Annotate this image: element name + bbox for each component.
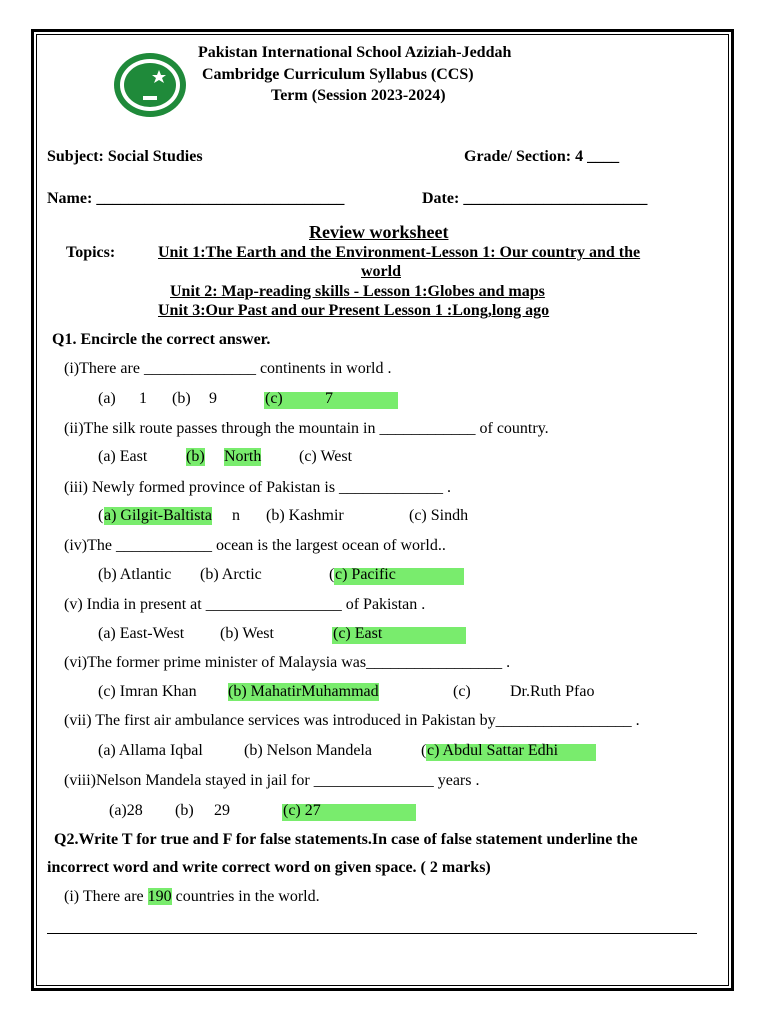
- option-a[interactable]: (a) East-West: [98, 625, 185, 642]
- option-c[interactable]: c) Pacific: [335, 566, 396, 583]
- option-a[interactable]: (a)28: [109, 802, 143, 819]
- option-b-text: North: [224, 448, 262, 465]
- option-a[interactable]: a) Gilgit-Baltista: [104, 507, 212, 524]
- name-field[interactable]: Name: _______________________________: [47, 190, 345, 207]
- worksheet-title: Review worksheet: [309, 222, 449, 242]
- option-a-tail: n: [232, 507, 240, 524]
- option-b-text: 29: [214, 802, 230, 819]
- topics-label: Topics:: [66, 244, 116, 261]
- option-b[interactable]: (b) MahatirMuhammad: [228, 683, 379, 700]
- option-c[interactable]: (c) 27: [283, 802, 321, 819]
- topic-unit3: Unit 3:Our Past and our Present Lesson 1 :Long,long ago: [158, 302, 550, 319]
- option-c[interactable]: (c): [453, 683, 471, 700]
- option-a[interactable]: (b) Atlantic: [98, 566, 172, 583]
- option-a[interactable]: (a) East: [98, 448, 148, 465]
- topic-unit1-cont: world: [361, 263, 401, 280]
- option-a[interactable]: (a) Allama Iqbal: [98, 742, 203, 759]
- option-b[interactable]: (b) West: [220, 625, 274, 642]
- option-b[interactable]: (b): [186, 448, 205, 465]
- date-field[interactable]: Date: _______________________: [422, 190, 648, 207]
- option-b-text: 9: [209, 390, 217, 407]
- q2-heading: Q2.Write T for true and F for false statements.In case of false statement underline the: [54, 831, 638, 848]
- option-c[interactable]: (c) West: [299, 448, 353, 465]
- school-crest-icon: [113, 52, 187, 118]
- question-1: (i)There are ______________ continents in world .: [64, 360, 392, 377]
- option-c-text: 7: [325, 390, 333, 407]
- option-c-text: Dr.Ruth Pfao: [510, 683, 595, 700]
- answer-line[interactable]: [47, 933, 697, 934]
- option-a-text: 1: [139, 390, 147, 407]
- question-2: (ii)The silk route passes through the mountain in ____________ of country.: [64, 420, 549, 437]
- option-b[interactable]: (b) Arctic: [200, 566, 262, 583]
- topic-unit1: Unit 1:The Earth and the Environment-Lesson 1: Our country and the: [158, 244, 641, 261]
- question-4: (iv)The ____________ ocean is the largest ocean of world..: [64, 537, 446, 554]
- question-6: (vi)The former prime minister of Malaysia was_________________ .: [64, 654, 511, 671]
- option-c-paren: (: [421, 742, 427, 759]
- syllabus-line: Cambridge Curriculum Syllabus (CCS): [202, 66, 474, 83]
- statement-1: [64, 888, 320, 906]
- grade-section-field[interactable]: Grade/ Section: 4 ____: [464, 148, 620, 165]
- option-b[interactable]: (b) Nelson Mandela: [244, 742, 372, 759]
- statement-1-highlight: 190: [147, 888, 172, 905]
- q2-heading-cont: incorrect word and write correct word on given space. ( 2 marks): [47, 859, 491, 876]
- term-line: Term (Session 2023-2024): [271, 87, 446, 104]
- statement-1-post: countries in the world.: [171, 888, 320, 905]
- statement-1-pre: (i) There are: [64, 888, 148, 905]
- option-b[interactable]: (b): [175, 802, 194, 819]
- option-a[interactable]: (c) Imran Khan: [98, 683, 197, 700]
- option-c[interactable]: (c) Sindh: [409, 507, 469, 524]
- q1-heading: Q1. Encircle the correct answer.: [52, 331, 271, 348]
- question-3: (iii) Newly formed province of Pakistan is _____________ .: [64, 479, 452, 496]
- option-c-paren: (: [329, 566, 335, 583]
- option-a-paren: (: [98, 507, 104, 524]
- topic-unit2: Unit 2: Map-reading skills - Lesson 1:Globes and maps: [170, 283, 545, 300]
- question-7: (vii) The first air ambulance services was introduced in Pakistan by_________________ .: [64, 712, 640, 729]
- school-name: Pakistan International School Aziziah-Jeddah: [198, 44, 512, 61]
- question-5: (v) India in present at _________________ of Pakistan .: [64, 596, 426, 613]
- subject-label: Subject: Social Studies: [47, 148, 203, 165]
- option-c[interactable]: (c): [265, 390, 283, 407]
- question-8: (viii)Nelson Mandela stayed in jail for _______________ years .: [64, 772, 480, 789]
- option-b[interactable]: (b): [172, 390, 191, 407]
- option-c[interactable]: c) Abdul Sattar Edhi: [427, 742, 559, 759]
- option-b[interactable]: (b) Kashmir: [266, 507, 344, 524]
- option-a[interactable]: (a): [98, 390, 116, 407]
- option-c[interactable]: (c) East: [333, 625, 383, 642]
